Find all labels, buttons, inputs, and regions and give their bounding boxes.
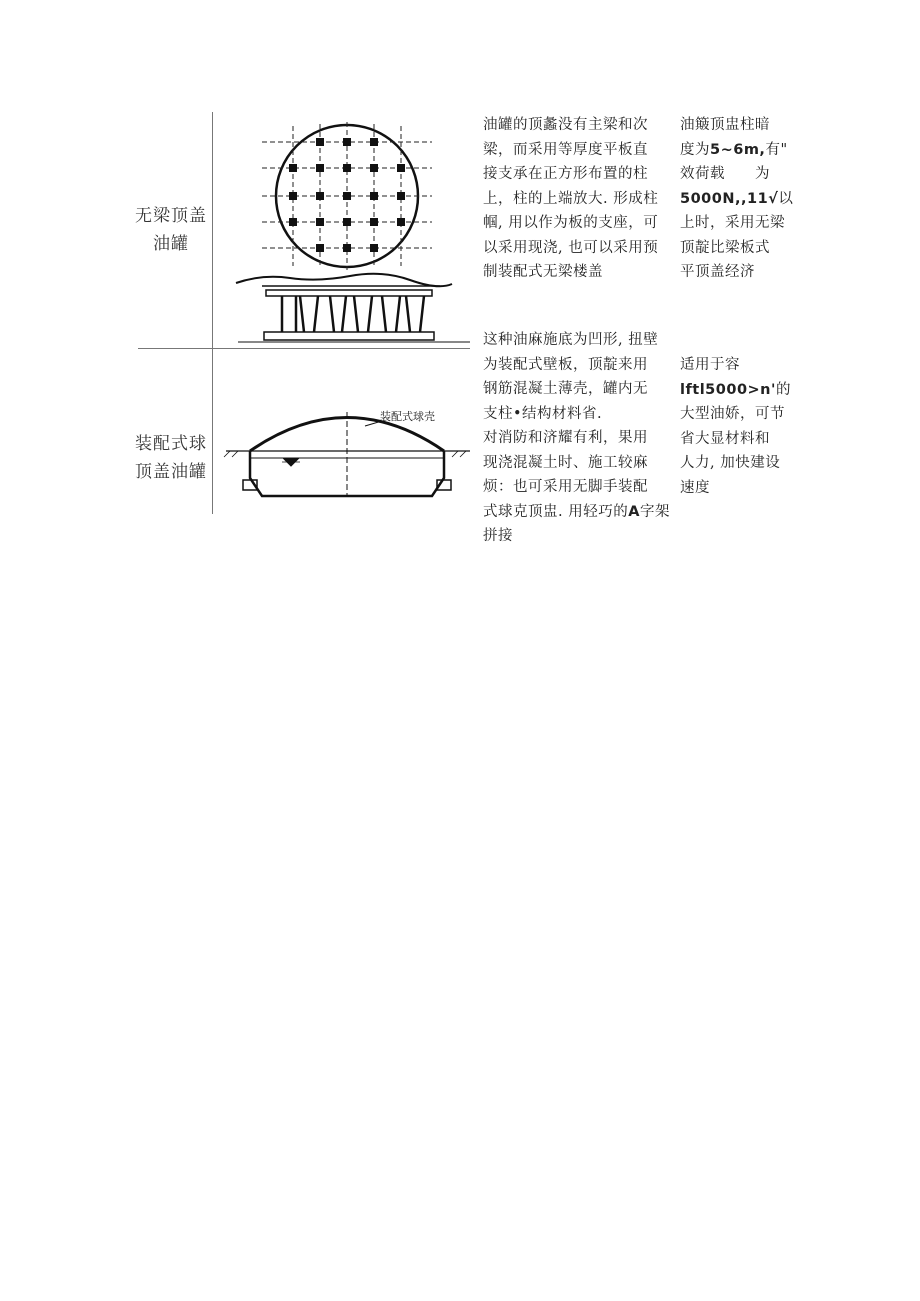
- beamless-roof-section-diagram: [236, 274, 470, 342]
- row-label-spherical-roof: 装配式球 顶盖油罐: [135, 434, 207, 482]
- row-label-beamless-roof: 无梁顶盖 油罐: [135, 206, 207, 254]
- row2-condition: 适用于容 lftl5000>n'的 大型油娇，可节 省大显材料和 人力, 加快建设 速度: [680, 357, 791, 496]
- spherical-roof-section-diagram: [224, 412, 470, 496]
- diagram-label-spherical-shell: 装配式球壳: [380, 410, 435, 423]
- row2-description: 这种油麻施底为凹形, 扭壁 为装配式壁板，顶靛来用 钢筋混凝土薄壳，罐内无 支柱•结构材料省. 对消防和济耀有利，果用 现浇混凝土时、施工较麻 烦：也可采用无脚手装配 式球克顶盅. 用轻巧的A字架拼接: [483, 332, 670, 544]
- row1-description: 油罐的顶蠡没有主梁和次 梁，而采用等厚度平板直 接支承在正方形布置的柱 上，柱的上端放大. 形成柱 帼, 用以作为板的支座，可 以采用现浇, 也可以采用预 制装配式无梁楼盖: [483, 117, 659, 280]
- row1-condition: 油簸顶盅柱暗 度为5~6m,有" 效荷载 为 5000N,,11√以 上时，采用无梁 顶靛比梁板式 平顶盖经济: [680, 117, 794, 280]
